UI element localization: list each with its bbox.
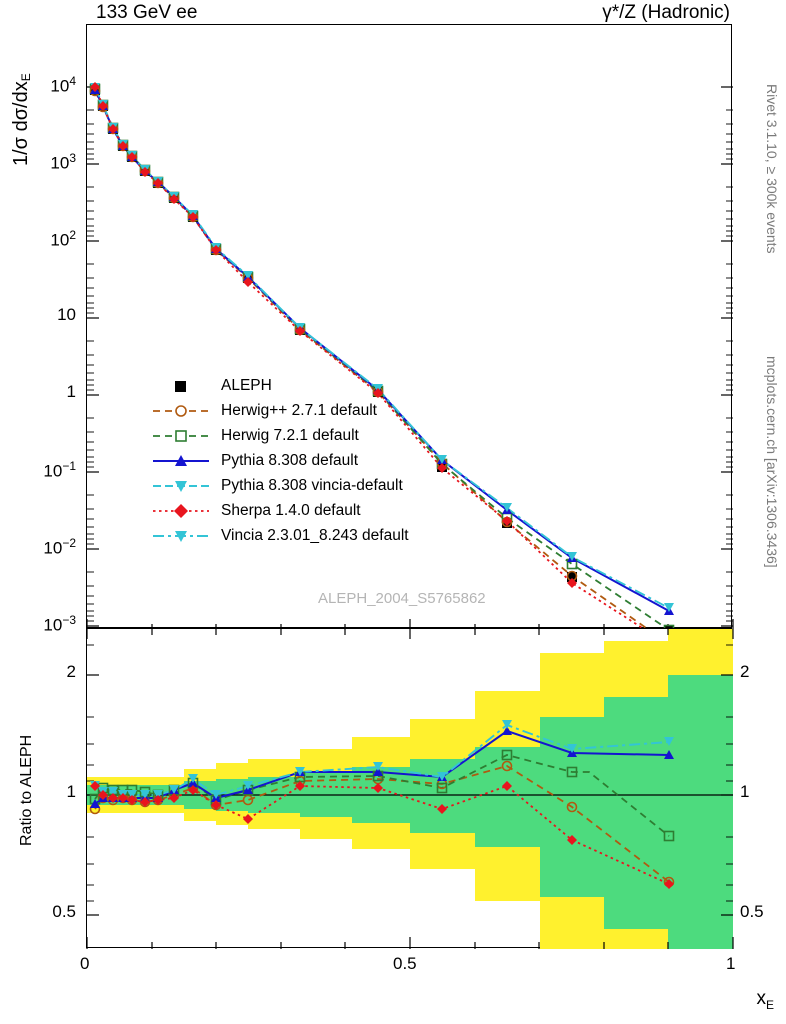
- legend-marker-circle-open-icon: [151, 401, 213, 421]
- legend-item-aleph: [151, 373, 409, 398]
- series-markers-herwigpp: [91, 87, 674, 639]
- legend-item-herwig7: [151, 423, 409, 448]
- ratio-y-tick-label: 2: [66, 662, 76, 681]
- ratio-y-tick-label: 0.5: [52, 902, 76, 921]
- series-line-sherpa: [95, 87, 669, 645]
- legend-item-vincia: [151, 523, 409, 548]
- legend-label: Sherpa 1.4.0 default: [221, 502, 361, 519]
- rivet-version-text: Rivet 3.1.10, ≥ 300k events: [764, 84, 780, 254]
- legend-label: Pythia 8.308 default: [221, 452, 359, 469]
- main-y-tick-label: $10^{-2}$: [43, 536, 76, 558]
- main-y-tick-label: $10^2$: [50, 228, 76, 250]
- legend-label: Herwig++ 2.7.1 default: [221, 402, 377, 419]
- legend-label: ALEPH: [221, 377, 272, 394]
- legend-marker-square-filled-icon: [151, 376, 213, 396]
- legend-marker-triangle-up-icon: [151, 451, 213, 471]
- series-markers-aleph: [90, 85, 674, 636]
- ratio-y-axis-label: Ratio to ALEPH: [18, 734, 35, 846]
- legend-item-sherpa: [151, 498, 409, 523]
- series-line-herwigpp: [95, 91, 669, 644]
- x-axis-label-sub: E: [765, 997, 774, 1012]
- analysis-id-watermark: ALEPH_2004_S5765862: [318, 590, 486, 607]
- series-markers-herwig7: [91, 85, 674, 635]
- legend-label: Vincia 2.3.01_8.243 default: [221, 527, 409, 544]
- mcplots-reference-text: mcplots.cern.ch [arXiv:1306.3436]: [764, 356, 780, 568]
- main-y-tick-label: $10^{-1}$: [43, 459, 76, 481]
- x-axis-label: [756, 988, 774, 1012]
- legend-label: Pythia 8.308 vincia-default: [221, 477, 403, 494]
- header-left: 133 GeV ee: [96, 2, 198, 23]
- main-y-tick-label: $10^3$: [50, 151, 76, 173]
- ratio-plot-panel: [86, 628, 732, 948]
- legend: [151, 373, 409, 548]
- main-y-tick-label: 10: [57, 305, 76, 324]
- x-tick-label: 0: [80, 954, 90, 973]
- ratio-y-tick-label-right: 0.5: [740, 902, 764, 921]
- main-y-tick-label: $10^{-3}$: [43, 613, 76, 635]
- x-axis-label-text: x: [756, 988, 766, 1009]
- legend-marker-square-open-icon: [151, 426, 213, 446]
- main-y-axis-label-text: 1/σ dσ/dx: [10, 81, 32, 167]
- legend-item-herwigpp: [151, 398, 409, 423]
- ratio-y-tick-label-right: 2: [740, 662, 750, 681]
- legend-label: Herwig 7.2.1 default: [221, 427, 359, 444]
- main-y-tick-label: $10^4$: [50, 74, 76, 96]
- legend-marker-triangle-down-icon: [151, 476, 213, 496]
- x-tick-label: 1: [726, 954, 736, 973]
- header-right: γ*/Z (Hadronic): [602, 2, 730, 23]
- ratio-y-tick-label-right: 1: [740, 782, 750, 801]
- main-y-axis-label: [10, 40, 36, 200]
- x-tick-label: 0.5: [393, 954, 417, 973]
- legend-marker-diamond-icon: [151, 501, 213, 521]
- ratio-plot-canvas: [87, 629, 733, 949]
- main-y-tick-label: 1: [66, 382, 76, 401]
- legend-item-pythia-vincia: [151, 473, 409, 498]
- main-y-axis-label-sub: E: [19, 73, 33, 82]
- main-plot-panel: [86, 24, 732, 628]
- series-line-herwig7: [95, 89, 669, 630]
- ratio-y-tick-label: 1: [66, 782, 76, 801]
- legend-item-pythia: [151, 448, 409, 473]
- legend-marker-triangle-down-icon: [151, 526, 213, 546]
